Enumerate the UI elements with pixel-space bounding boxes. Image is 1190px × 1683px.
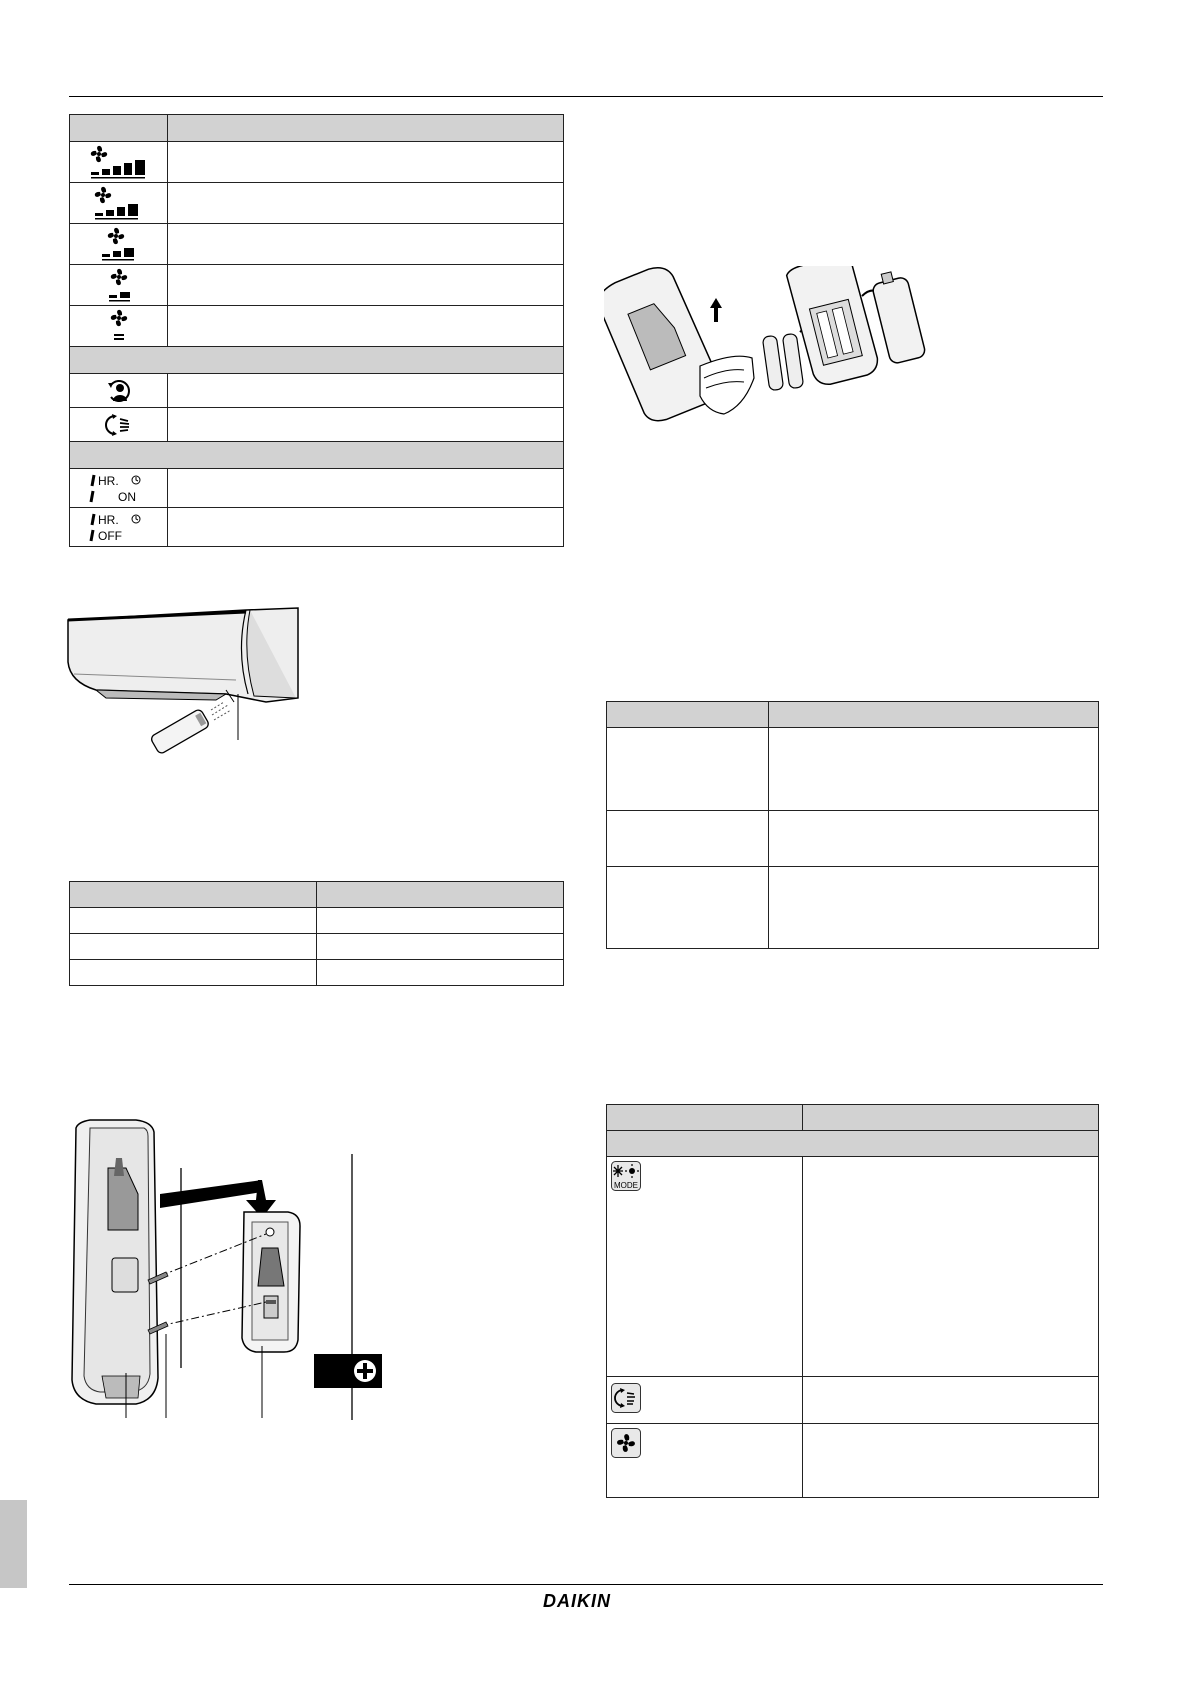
- timer-off-label: OFF: [97, 529, 122, 543]
- table-cell: [317, 908, 564, 934]
- swing-description: [803, 1377, 1099, 1424]
- table-cell: [70, 908, 317, 934]
- table-cell: [769, 811, 1099, 867]
- fan-speed-2-icon: [102, 268, 136, 302]
- table-cell: [607, 728, 769, 811]
- fan-speed-5-icon: [89, 145, 149, 179]
- timer-off-description: [168, 508, 564, 547]
- fan-speed-3-icon: [98, 227, 140, 261]
- table-cell: [70, 934, 317, 960]
- table-header-cell: [168, 115, 564, 142]
- swing-button-icon: [611, 1383, 641, 1413]
- timer-on-icon: [88, 471, 150, 505]
- table-header-cell: [769, 702, 1099, 728]
- header-rule: [69, 96, 1103, 97]
- footer-rule: [69, 1584, 1103, 1585]
- comfort-airflow-description: [168, 374, 564, 408]
- table-cell: [607, 811, 769, 867]
- fan-icon: [611, 1428, 641, 1458]
- table-header-cell: [607, 1105, 803, 1131]
- timer-off-icon: [88, 510, 150, 544]
- section-header-row: [70, 442, 564, 469]
- table-cell: [70, 960, 317, 986]
- table-header-cell: [803, 1105, 1099, 1131]
- fan-speed-4-icon: [93, 186, 145, 220]
- mode-description: [803, 1157, 1099, 1377]
- table-header-cell: [70, 882, 317, 908]
- fan-speed-description: [168, 142, 564, 183]
- timer-hr-label: HR.: [97, 474, 119, 488]
- comfort-airflow-icon: [105, 377, 133, 405]
- battery-info-table: [606, 701, 1099, 949]
- table-header-cell: [607, 702, 769, 728]
- table-cell: [769, 867, 1099, 949]
- fan-speed-1-icon: [104, 309, 134, 343]
- table-cell: [607, 867, 769, 949]
- timer-on-label: ON: [117, 490, 136, 504]
- daikin-logo: DAIKIN: [543, 1591, 611, 1611]
- fan-speed-description: [168, 224, 564, 265]
- wall-mount-illustration: [66, 1118, 396, 1438]
- timer-hr-label: HR.: [97, 513, 119, 527]
- compatibility-table: [69, 881, 564, 986]
- fan-speed-description: [168, 183, 564, 224]
- page-side-tab: [0, 1500, 27, 1588]
- mode-icon: [611, 1161, 641, 1191]
- operation-buttons-table: [606, 1104, 1099, 1498]
- fan-description: [803, 1424, 1099, 1498]
- section-header-row: [607, 1131, 1099, 1157]
- mode-label: MODE: [614, 1181, 638, 1190]
- table-cell: [769, 728, 1099, 811]
- table-cell: [317, 960, 564, 986]
- fan-indicator-table: [69, 114, 564, 547]
- fan-speed-description: [168, 265, 564, 306]
- battery-insertion-illustration: [604, 266, 934, 436]
- fan-speed-description: [168, 306, 564, 347]
- section-header-row: [70, 347, 564, 374]
- indoor-unit-illustration: [66, 602, 306, 762]
- table-header-cell: [70, 115, 168, 142]
- table-header-cell: [317, 882, 564, 908]
- table-cell: [317, 934, 564, 960]
- swing-icon: [105, 411, 133, 439]
- swing-description: [168, 408, 564, 442]
- timer-on-description: [168, 469, 564, 508]
